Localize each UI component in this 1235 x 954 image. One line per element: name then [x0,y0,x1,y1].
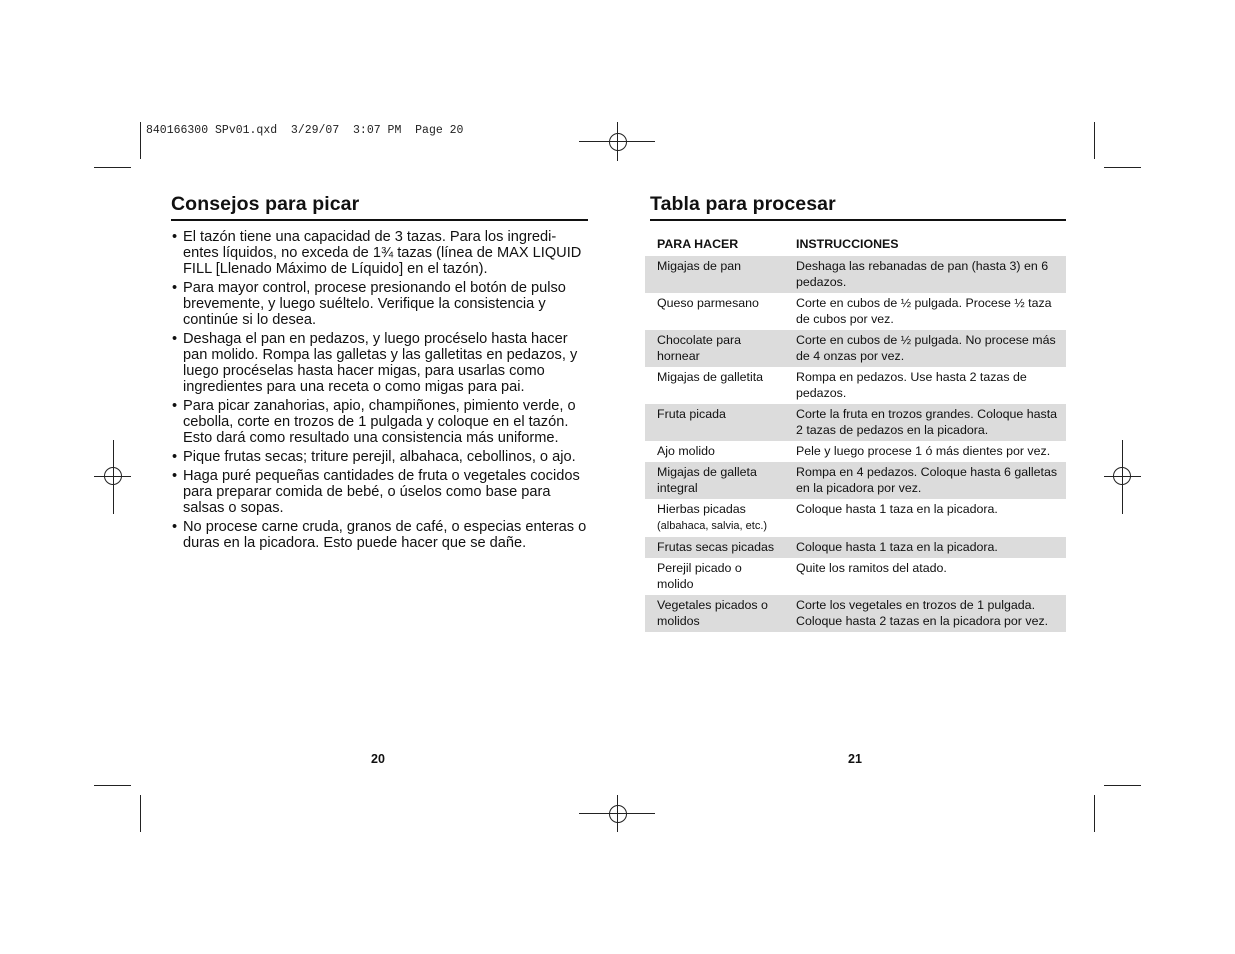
processing-chart [645,233,1066,632]
crop-mark [1094,795,1095,832]
tip-item: • Pique frutas secas; triture perejil, albahaca, cebollinos, o ajo. [171,449,588,465]
instructions-cell: Pele y luego procese 1 ó más dientes por vez. [796,444,1051,458]
table-row [645,256,1066,293]
item-cell [645,558,784,595]
tip-item: • Deshaga el pan en pedazos, y luego procéselo hasta hacer pan molido. Rompa las galletas y las galletitas en pedazos, y luego procéselas hasta hacer migas, para usarlas como ingredientes para una receta o como migas para pai. [171,331,588,395]
column-header-instructions: INSTRUCCIONES [796,237,899,251]
table-row [645,462,1066,499]
instructions-cell: Corte en cubos de ½ pulgada. Procese ½ taza de cubos por vez. [796,296,1052,326]
page-number-left: 20 [371,752,385,766]
item-label: Fruta picada [657,407,726,421]
instructions-cell: Coloque hasta 1 taza en la picadora. [784,537,1066,558]
instructions-cell: Coloque hasta 1 taza en la picadora. [796,502,998,516]
table-row [645,595,1066,632]
chart-body [645,256,1066,632]
item-cell [645,293,784,330]
crop-mark [94,785,131,786]
tips-list [171,229,588,551]
column-header-to-make: PARA HACER [657,237,739,251]
item-cell [645,441,784,462]
table-row [645,404,1066,441]
crop-mark [1104,785,1141,786]
item-cell [645,462,784,499]
item-label: Queso parmesano [657,296,759,310]
table-row [645,558,1066,595]
chart-title: Tabla para procesar [650,193,1066,221]
item-label: Vegetales picados o molidos [657,598,768,628]
slug-line: 840166300 SPv01.qxd 3/29/07 3:07 PM Page 20 [146,124,464,137]
instructions-cell: Deshaga las rebanadas de pan (hasta 3) en 6 pedazos. [784,256,1066,293]
item-cell [645,537,784,558]
item-cell [645,499,784,537]
item-cell [645,256,784,293]
item-label: Migajas de galletita [657,370,764,384]
item-label: Frutas secas picadas [657,540,775,554]
item-cell [645,404,784,441]
table-row [645,441,1066,462]
instructions-cell: Corte la fruta en trozos grandes. Coloque hasta 2 tazas de pedazos en la picadora. [784,404,1066,441]
table-row [645,537,1066,558]
tip-item: • Haga puré pequeñas cantidades de fruta o vegetales cocidos para preparar comida de bebé, o úselos como base para salsas o sopas. [171,468,588,516]
tip-item: • Para mayor control, procese presionando el botón de pulso brevemente, y luego suéltelo. Verifique la consistencia y continúe si lo desea. [171,280,588,328]
item-label: Migajas de galleta integral [657,465,757,495]
table-row [645,293,1066,330]
table-row [645,499,1066,537]
item-cell [645,367,784,404]
instructions-cell: Quite los ramitos del atado. [796,561,947,575]
item-note: (albahaca, salvia, etc.) [657,520,768,532]
right-page [650,193,1066,632]
item-label: Perejil picado o molido [657,561,742,591]
tip-item: • El tazón tiene una capacidad de 3 tazas. Para los ingredi-entes líquidos, no exceda de 1¾ tazas (línea de MAX LIQUID FILL [Llenado Máximo de Líquido] en el tazón). [171,229,588,277]
chart-header-row [645,233,1066,256]
item-label: Ajo molido [657,444,715,458]
crop-mark [1104,167,1141,168]
item-cell [645,330,784,367]
page-number-right: 21 [848,752,862,766]
table-row [645,367,1066,404]
crop-mark [94,167,131,168]
item-cell [645,595,784,632]
instructions-cell: Corte los vegetales en trozos de 1 pulgada. Coloque hasta 2 tazas en la picadora por vez. [784,595,1066,632]
crop-mark [1094,122,1095,159]
left-page [171,193,588,554]
item-label: Migajas de pan [657,259,742,273]
item-label: Chocolate para hornear [657,333,742,363]
instructions-cell: Corte en cubos de ½ pulgada. No procese más de 4 onzas por vez. [784,330,1066,367]
table-row [645,330,1066,367]
instructions-cell: Rompa en pedazos. Use hasta 2 tazas de pedazos. [796,370,1027,400]
item-label: Hierbas picadas [657,502,746,516]
tip-item: • Para picar zanahorias, apio, champiñones, pimiento verde, o cebolla, corte en trozos de 1 pulgada y coloque en el tazón. Esto dará como resultado una consistencia más uniforme. [171,398,588,446]
tip-item: • No procese carne cruda, granos de café, o especias enteras o duras en la picadora. Esto puede hacer que se dañe. [171,519,588,551]
crop-mark [140,795,141,832]
crop-mark [140,122,141,159]
tips-title: Consejos para picar [171,193,588,221]
instructions-cell: Rompa en 4 pedazos. Coloque hasta 6 galletas en la picadora por vez. [784,462,1066,499]
